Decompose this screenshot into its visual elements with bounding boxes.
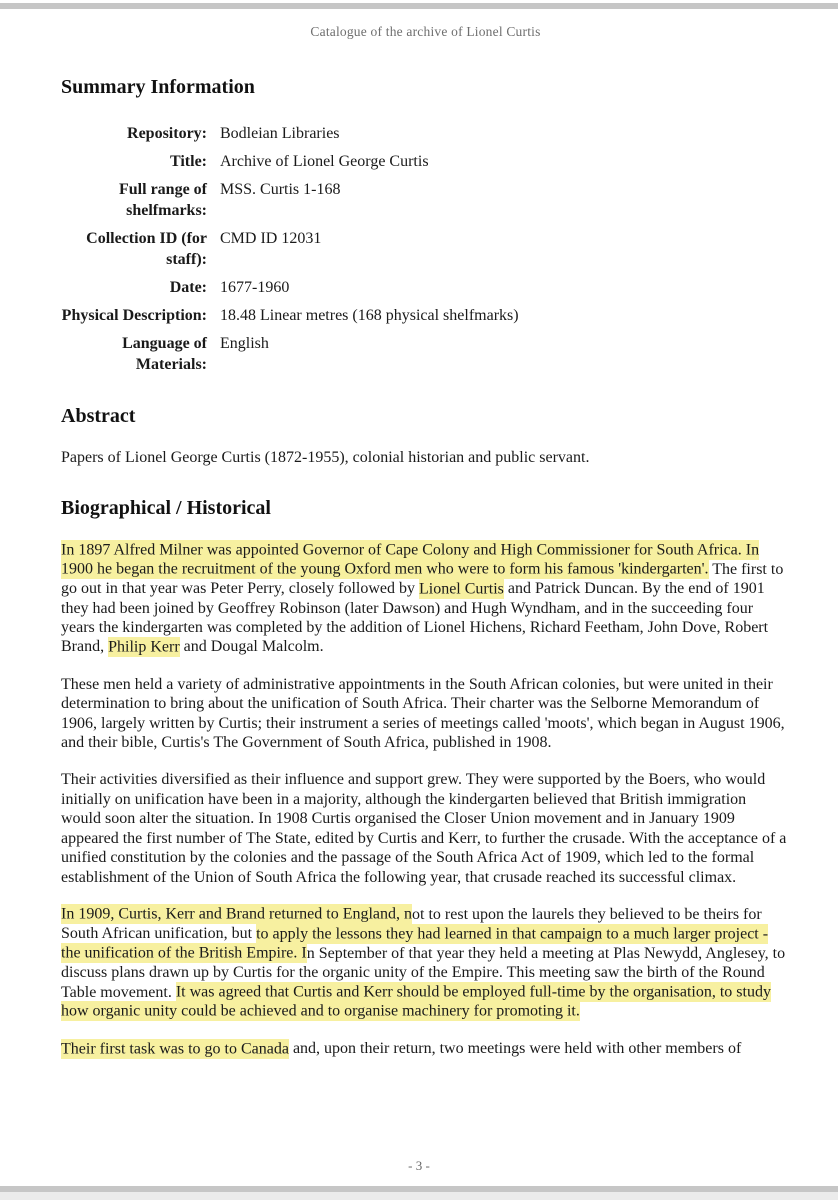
field-value-date: 1677-1960 (220, 279, 290, 296)
field-value-collection-id: CMD ID 12031 (220, 230, 322, 247)
field-label-repository: Repository: (127, 125, 207, 142)
summary-fields (61, 123, 790, 375)
abstract-heading: Abstract (61, 405, 136, 427)
field-value-language: English (220, 335, 269, 352)
abstract-paragraph: Papers of Lionel George Curtis (1872-1955), colonial historian and public servant. (61, 449, 590, 466)
field-label-date: Date: (169, 279, 207, 296)
text-segment: The first to go out in that year was Peter Perry, closely followed by (61, 560, 784, 598)
biographical-heading: Biographical / Historical (61, 497, 271, 520)
field-label-language: Language of Materials: (122, 335, 207, 373)
text-segment: and Dougal Malcolm. (179, 638, 324, 656)
field-label-shelfmarks: Full range of shelfmarks: (119, 181, 207, 219)
highlight-segment: Lionel Curtis (418, 580, 504, 598)
bio-paragraph-4 (61, 905, 790, 1021)
bio-paragraph-3 (61, 770, 790, 886)
text-segment: and, upon their return, two meetings were held with other members of (288, 1040, 742, 1058)
summary-heading: Summary Information (61, 76, 255, 98)
text-segment: These men held a variety of administrative appointments in the South African colonies, but were united in their determination to bring about the unification of South Africa. Their charter was the Selborne Memorandum of 1906, largely written by Curtis; their instrument a series of meetings called 'moots', which began in August 1906, and their bible, Curtis's The Government of South Africa, published in 1908. (61, 675, 785, 752)
field-value-title: Archive of Lionel George Curtis (220, 153, 429, 170)
bio-paragraph-5 (61, 1039, 790, 1058)
field-value-physical-description: 18.48 Linear metres (168 physical shelfmarks) (220, 307, 519, 324)
highlight-segment: It was agreed that Curtis and Kerr should be employed full-time by the organisation, to study how organic unity could be achieved and to organise machinery for promoting it. (61, 983, 771, 1020)
field-label-physical-description: Physical Description: (61, 307, 207, 324)
text-segment: n September of that year they held a meeting at Plas Newydd, Anglesey, to discuss plans drawn up by Curtis for the organic unity of the Empire. This meeting saw the birth of the Round Table movement. (61, 944, 786, 1001)
field-value-repository: Bodleian Libraries (220, 125, 340, 142)
highlight-segment: to apply the lessons they had learned in that campaign to a much larger project - the unification of the British Empire. I (61, 925, 769, 962)
bio-paragraph-1 (61, 540, 790, 656)
text-segment: ot to rest upon the laurels they believed to be theirs for South African unification, but (61, 905, 762, 943)
field-label-title: Title: (169, 153, 207, 170)
field-label-collection-id: Collection ID (for staff): (86, 230, 207, 268)
highlight-segment: Philip Kerr (108, 638, 180, 656)
highlight-segment: In 1897 Alfred Milner was appointed Governor of Cape Colony and High Commissioner for South Africa. In 1900 he began the recruitment of the young Oxford men who were to form his famous 'kindergarten'. (61, 541, 760, 578)
highlight-segment: Their first task was to go to Canada (61, 1040, 289, 1058)
page-gutter (0, 1192, 838, 1200)
text-segment: Their activities diversified as their influence and support grew. They were supported by the Boers, who would initially on unification have been in a majority, although the kindergarten believed that British immigration would soon alter the situation. In 1908 Curtis organised the Closer Union movement and in January 1909 appeared the first number of The State, edited by Curtis and Kerr, to further the crusade. With the acceptance of a unified constitution by the colonies and the passage of the South Africa Act of 1909, which led to the formal establishment of the Union of South Africa the following year, that crusade reached its successful climax. (61, 771, 787, 886)
bio-paragraph-2 (61, 675, 790, 753)
highlight-segment: In 1909, Curtis, Kerr and Brand returned to England, n (61, 905, 413, 923)
text-segment: and Patrick Duncan. By the end of 1901 they had been joined by Geoffrey Robinson (later Dawson) and Hugh Wyndham, and in the succeeding four years the kindergarten was completed by the addition of Lionel Hichens, Richard Feetham, John Dove, Robert Brand, (61, 580, 769, 656)
field-value-shelfmarks: MSS. Curtis 1-168 (220, 181, 341, 198)
page-top-edge (0, 3, 838, 9)
page-number: - 3 - (408, 1158, 430, 1173)
running-header: Catalogue of the archive of Lionel Curtis (310, 24, 541, 39)
